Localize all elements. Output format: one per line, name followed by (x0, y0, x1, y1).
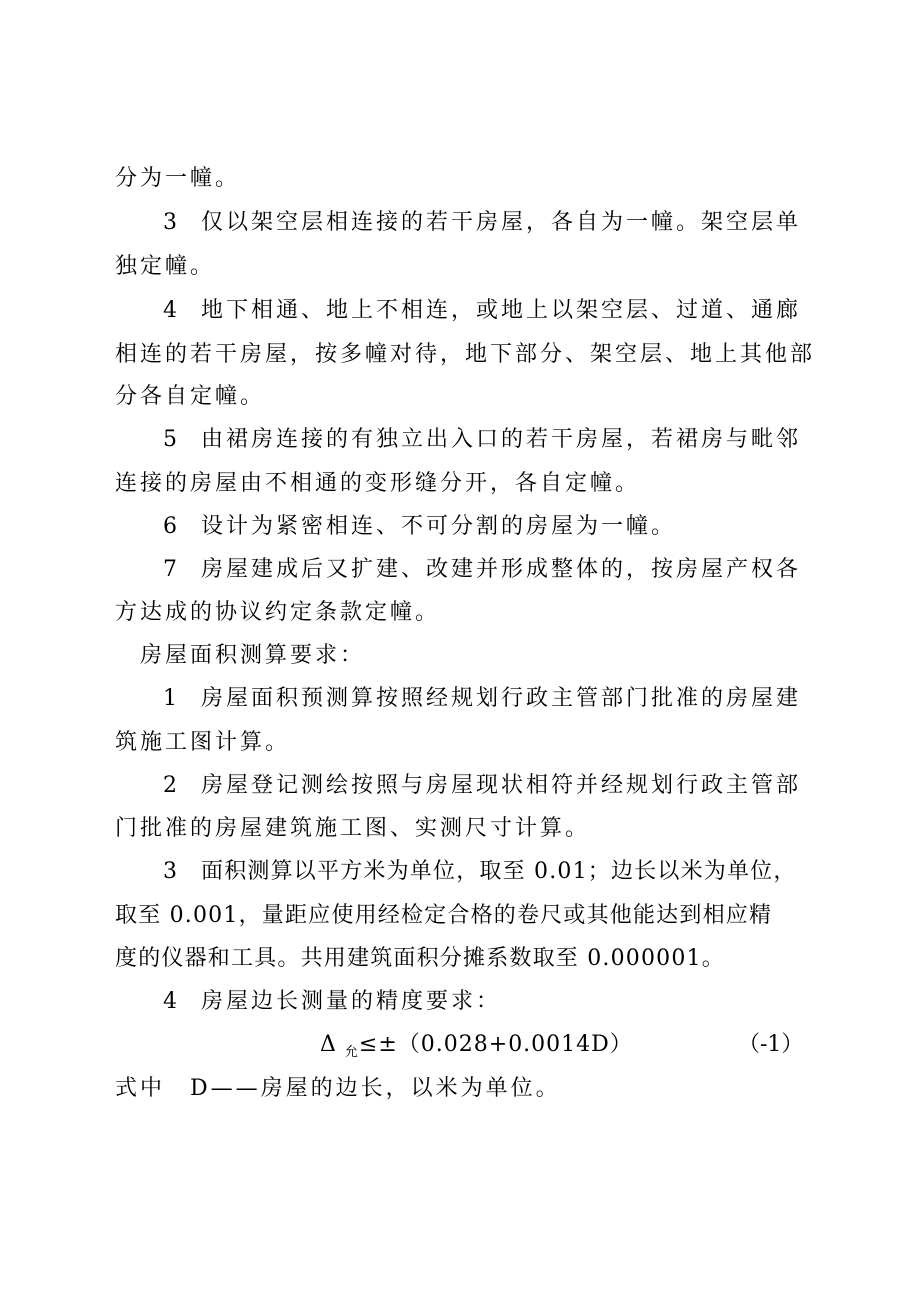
delta-symbol: Δ (320, 1032, 337, 1057)
section-heading: 房屋面积测算要求： (140, 643, 366, 668)
text-line: 度的仪器和工具。共用建筑面积分摊系数取至 0.000001。 (115, 946, 725, 971)
item-number: 2 (163, 773, 177, 798)
text-line: 连接的房屋由不相通的变形缝分开，各自定幢。 (115, 471, 641, 496)
item-number: 4 (163, 989, 177, 1014)
list-item (163, 296, 801, 326)
list-item (163, 555, 801, 585)
text-line: 分各自定幢。 (115, 384, 266, 409)
text-line: 门批准的房屋建筑施工图、实测尺寸计算。 (115, 816, 591, 841)
item-text: 房屋登记测绘按照与房屋现状相符并经规划行政主管部 (201, 773, 802, 798)
formula-subscript: 允 (344, 1045, 359, 1060)
list-item (163, 208, 801, 238)
list-item (163, 425, 801, 455)
item-number: 6 (163, 514, 177, 539)
item-text: 设计为紧密相连、不可分割的房屋为一幢。 (201, 514, 677, 539)
item-number: 7 (163, 557, 177, 582)
item-number: 4 (163, 298, 177, 323)
accuracy-formula (320, 1030, 633, 1063)
text-line: 方达成的协议约定条款定幢。 (115, 600, 441, 625)
text-line: 取至 0.001，量距应使用经检定合格的卷尺或其他能达到相应精 (115, 903, 773, 928)
item-number: 5 (163, 427, 177, 452)
text-line: 筑施工图计算。 (115, 730, 291, 755)
text-line: 分为一幢。 (115, 166, 241, 191)
item-number: 3 (163, 859, 177, 884)
list-item (163, 857, 797, 887)
item-text: 面积测算以平方米为单位，取至 0.01；边长以米为单位， (201, 859, 797, 884)
item-text: 房屋边长测量的精度要求： (201, 989, 502, 1014)
item-number: 1 (163, 686, 177, 711)
item-number: 3 (163, 210, 177, 235)
item-text: 房屋面积预测算按照经规划行政主管部门批准的房屋建 (201, 686, 802, 711)
formula-number: （-1） (738, 1032, 804, 1057)
list-item (163, 771, 801, 801)
formula-expression: ≤±（0.028+0.0014D） (358, 1032, 633, 1057)
formula-legend: 式中 D——房屋的边长，以米为单位。 (115, 1076, 561, 1101)
item-text: 仅以架空层相连接的若干房屋，各自为一幢。架空层单 (201, 210, 802, 235)
text-line: 相连的若干房屋，按多幢对待，地下部分、架空层、地上其他部 (115, 342, 816, 367)
item-text: 房屋建成后又扩建、改建并形成整体的，按房屋产权各 (201, 557, 802, 582)
list-item (163, 987, 501, 1017)
list-item (163, 512, 676, 542)
item-text: 地下相通、地上不相连，或地上以架空层、过道、通廊 (201, 298, 802, 323)
text-line: 独定幢。 (115, 254, 216, 279)
item-text: 由裙房连接的有独立出入口的若干房屋，若裙房与毗邻 (201, 427, 802, 452)
list-item (163, 684, 801, 714)
